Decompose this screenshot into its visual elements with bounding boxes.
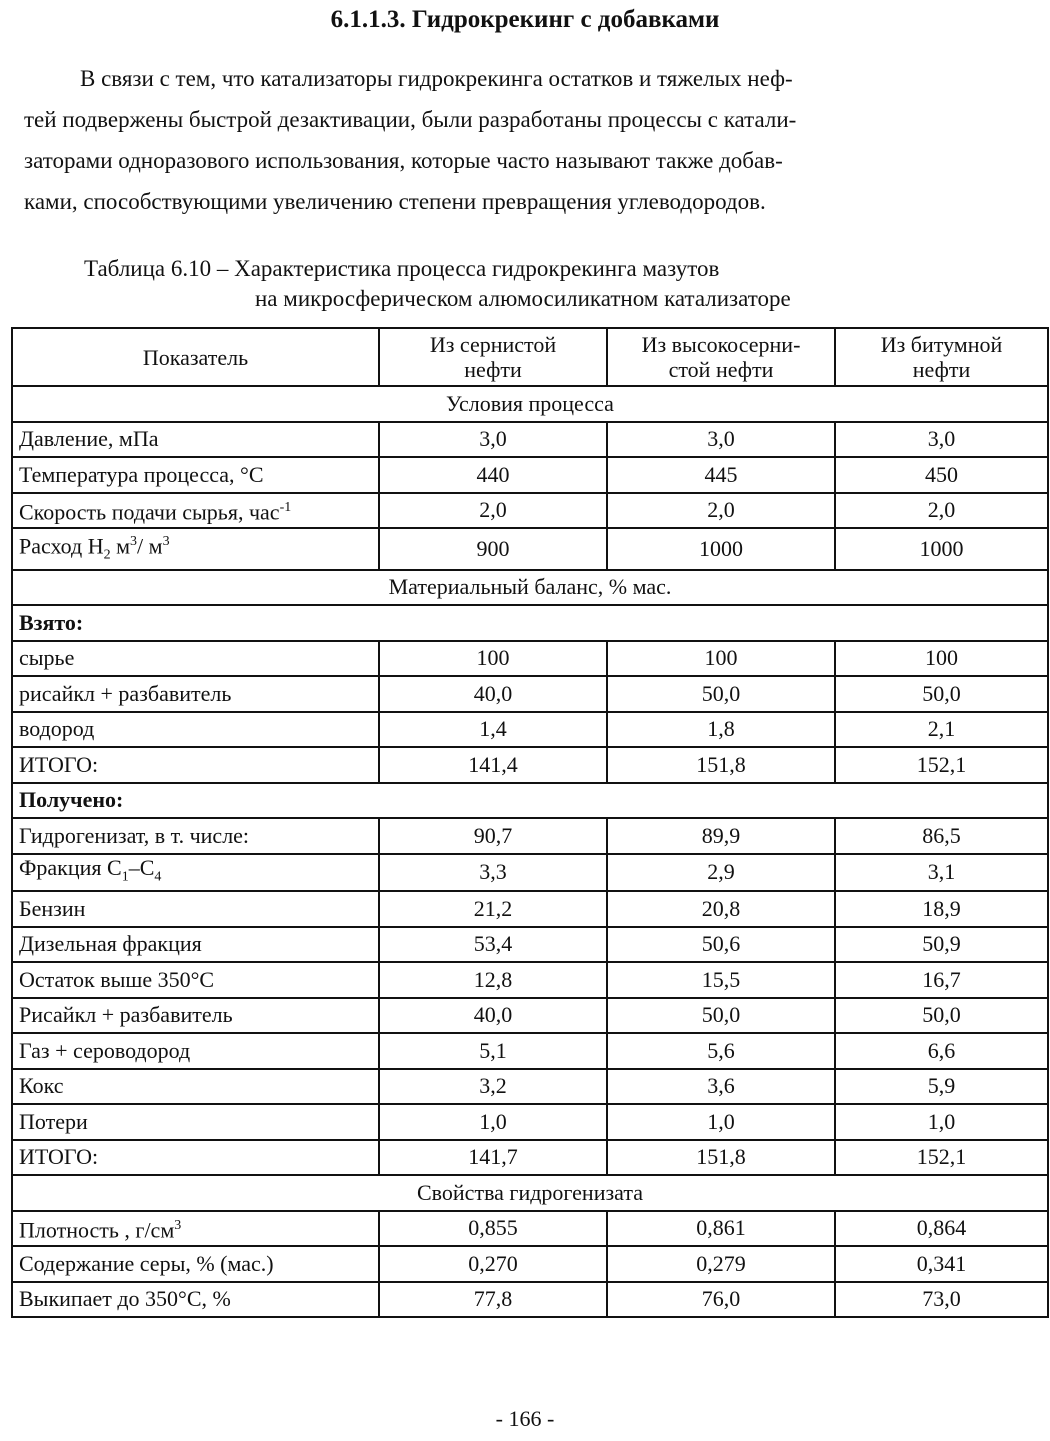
section-properties: Свойства гидрогенизата bbox=[12, 1175, 1048, 1211]
row-label: Остаток выше 350°С bbox=[12, 962, 379, 998]
cell-value: 141,7 bbox=[379, 1140, 607, 1176]
row-label-text: Расход Н bbox=[19, 533, 104, 559]
row-label-text: –С bbox=[128, 854, 155, 880]
section-balance: Материальный баланс, % мас. bbox=[12, 570, 1048, 606]
superscript: 3 bbox=[174, 1218, 182, 1234]
row-label: ИТОГО: bbox=[12, 1140, 379, 1176]
cell-value: 1,0 bbox=[379, 1104, 607, 1140]
subsection-row bbox=[12, 783, 1048, 819]
section-row bbox=[12, 570, 1048, 606]
subsection-row bbox=[12, 605, 1048, 641]
table-row bbox=[12, 1033, 1048, 1069]
table-header-row bbox=[12, 328, 1048, 386]
row-label bbox=[12, 1211, 379, 1247]
cell-value: 2,0 bbox=[379, 493, 607, 529]
cell-value: 2,9 bbox=[607, 854, 835, 891]
cell-value: 18,9 bbox=[835, 891, 1048, 927]
row-label: ИТОГО: bbox=[12, 747, 379, 783]
section-row bbox=[12, 1175, 1048, 1211]
table-row bbox=[12, 1211, 1048, 1247]
header-col2-line2: стой нефти bbox=[668, 357, 774, 382]
cell-value: 53,4 bbox=[379, 927, 607, 963]
row-label: Дизельная фракция bbox=[12, 927, 379, 963]
cell-value: 76,0 bbox=[607, 1282, 835, 1318]
cell-value: 152,1 bbox=[835, 1140, 1048, 1176]
row-label: Выкипает до 350°С, % bbox=[12, 1282, 379, 1318]
cell-value: 12,8 bbox=[379, 962, 607, 998]
table-row bbox=[12, 457, 1048, 493]
cell-value: 3,1 bbox=[835, 854, 1048, 891]
cell-value: 6,6 bbox=[835, 1033, 1048, 1069]
cell-value: 2,1 bbox=[835, 712, 1048, 748]
cell-value: 90,7 bbox=[379, 818, 607, 854]
table-row bbox=[12, 1282, 1048, 1318]
cell-value: 86,5 bbox=[835, 818, 1048, 854]
row-label: Потери bbox=[12, 1104, 379, 1140]
cell-value: 40,0 bbox=[379, 998, 607, 1034]
table-row bbox=[12, 1104, 1048, 1140]
subscript: 4 bbox=[154, 869, 162, 885]
subscript: 1 bbox=[121, 869, 129, 885]
cell-value: 89,9 bbox=[607, 818, 835, 854]
cell-value: 50,0 bbox=[607, 676, 835, 712]
row-label bbox=[12, 854, 379, 891]
table-row bbox=[12, 854, 1048, 891]
cell-value: 151,8 bbox=[607, 747, 835, 783]
table-row bbox=[12, 422, 1048, 458]
header-indicator: Показатель bbox=[12, 328, 379, 386]
cell-value: 3,6 bbox=[607, 1069, 835, 1105]
cell-value: 73,0 bbox=[835, 1282, 1048, 1318]
row-label-text: Плотность , г/см bbox=[19, 1217, 175, 1243]
cell-value: 2,0 bbox=[835, 493, 1048, 529]
superscript: -1 bbox=[279, 500, 292, 516]
cell-value: 3,2 bbox=[379, 1069, 607, 1105]
cell-value: 0,855 bbox=[379, 1211, 607, 1247]
section-heading: 6.1.1.3. Гидрокрекинг с добавками bbox=[330, 6, 720, 33]
process-table bbox=[11, 327, 1049, 1318]
cell-value: 0,341 bbox=[835, 1246, 1048, 1282]
superscript: 3 bbox=[162, 534, 170, 549]
header-high-sulfur-oil bbox=[607, 328, 835, 386]
row-label: Рисайкл + разбавитель bbox=[12, 998, 379, 1034]
table-row bbox=[12, 818, 1048, 854]
row-label-text: м bbox=[110, 533, 131, 559]
paragraph-line: заторами одноразового использования, которые часто называют также добав- bbox=[24, 148, 783, 173]
cell-value: 1000 bbox=[607, 528, 835, 570]
cell-value: 100 bbox=[379, 641, 607, 677]
table-row bbox=[12, 962, 1048, 998]
body-paragraph bbox=[24, 58, 984, 222]
cell-value: 50,6 bbox=[607, 927, 835, 963]
row-label: Температура процесса, °С bbox=[12, 457, 379, 493]
cell-value: 450 bbox=[835, 457, 1048, 493]
section-row bbox=[12, 386, 1048, 422]
cell-value: 20,8 bbox=[607, 891, 835, 927]
cell-value: 21,2 bbox=[379, 891, 607, 927]
caption-line-2: на микросферическом алюмосиликатном катализаторе bbox=[255, 286, 791, 311]
header-col2-line1: Из высокосерни- bbox=[641, 332, 801, 357]
cell-value: 1,4 bbox=[379, 712, 607, 748]
row-label: рисайкл + разбавитель bbox=[12, 676, 379, 712]
table-row bbox=[12, 493, 1048, 529]
section-received: Получено: bbox=[12, 783, 1048, 819]
cell-value: 151,8 bbox=[607, 1140, 835, 1176]
cell-value: 141,4 bbox=[379, 747, 607, 783]
table-row bbox=[12, 712, 1048, 748]
page-number: - 166 - bbox=[495, 1406, 555, 1431]
cell-value: 5,1 bbox=[379, 1033, 607, 1069]
table-row bbox=[12, 528, 1048, 570]
cell-value: 3,0 bbox=[835, 422, 1048, 458]
cell-value: 77,8 bbox=[379, 1282, 607, 1318]
row-label: Гидрогенизат, в т. числе: bbox=[12, 818, 379, 854]
paragraph-line: В связи с тем, что катализаторы гидрокрекинга остатков и тяжелых неф- bbox=[80, 66, 793, 91]
subscript: 2 bbox=[103, 547, 111, 563]
row-label: Содержание серы, % (мас.) bbox=[12, 1246, 379, 1282]
cell-value: 152,1 bbox=[835, 747, 1048, 783]
cell-value: 16,7 bbox=[835, 962, 1048, 998]
cell-value: 1,0 bbox=[607, 1104, 835, 1140]
cell-value: 5,9 bbox=[835, 1069, 1048, 1105]
cell-value: 100 bbox=[607, 641, 835, 677]
cell-value: 900 bbox=[379, 528, 607, 570]
cell-value: 440 bbox=[379, 457, 607, 493]
header-bitumen-oil: Из битумной нефти bbox=[835, 328, 1048, 386]
row-label: водород bbox=[12, 712, 379, 748]
cell-value: 0,279 bbox=[607, 1246, 835, 1282]
cell-value: 40,0 bbox=[379, 676, 607, 712]
table-row bbox=[12, 927, 1048, 963]
table-row bbox=[12, 998, 1048, 1034]
row-label: Газ + сероводород bbox=[12, 1033, 379, 1069]
cell-value: 1,0 bbox=[835, 1104, 1048, 1140]
row-label: сырье bbox=[12, 641, 379, 677]
table-row bbox=[12, 747, 1048, 783]
table-row bbox=[12, 641, 1048, 677]
row-label: Кокс bbox=[12, 1069, 379, 1105]
header-sour-oil: Из сернистой нефти bbox=[379, 328, 607, 386]
row-label-text: / м bbox=[137, 533, 163, 559]
cell-value: 0,864 bbox=[835, 1211, 1048, 1247]
cell-value: 50,0 bbox=[835, 998, 1048, 1034]
cell-value: 3,0 bbox=[379, 422, 607, 458]
cell-value: 1,8 bbox=[607, 712, 835, 748]
table-row bbox=[12, 891, 1048, 927]
cell-value: 445 bbox=[607, 457, 835, 493]
paragraph-line: ками, способствующими увеличению степени превращения углеводородов. bbox=[24, 189, 766, 214]
table-row bbox=[12, 1069, 1048, 1105]
row-label bbox=[12, 528, 379, 570]
cell-value: 50,0 bbox=[835, 676, 1048, 712]
cell-value: 2,0 bbox=[607, 493, 835, 529]
cell-value: 15,5 bbox=[607, 962, 835, 998]
table-row bbox=[12, 1246, 1048, 1282]
row-label bbox=[12, 493, 379, 529]
cell-value: 1000 bbox=[835, 528, 1048, 570]
cell-value: 5,6 bbox=[607, 1033, 835, 1069]
superscript: 3 bbox=[130, 534, 138, 549]
cell-value: 50,9 bbox=[835, 927, 1048, 963]
cell-value: 3,0 bbox=[607, 422, 835, 458]
paragraph-line: тей подвержены быстрой дезактивации, были разработаны процессы с катали- bbox=[24, 107, 797, 132]
row-label-text: Фракция С bbox=[19, 854, 122, 880]
cell-value: 100 bbox=[835, 641, 1048, 677]
table-row bbox=[12, 676, 1048, 712]
section-taken: Взято: bbox=[12, 605, 1048, 641]
table-row bbox=[12, 1140, 1048, 1176]
row-label: Бензин bbox=[12, 891, 379, 927]
section-conditions: Условия процесса bbox=[12, 386, 1048, 422]
cell-value: 0,270 bbox=[379, 1246, 607, 1282]
caption-line-1: Таблица 6.10 – Характеристика процесса гидрокрекинга мазутов bbox=[84, 256, 720, 281]
cell-value: 3,3 bbox=[379, 854, 607, 891]
row-label-text: Скорость подачи сырья, час bbox=[19, 499, 280, 525]
cell-value: 0,861 bbox=[607, 1211, 835, 1247]
row-label: Давление, мПа bbox=[12, 422, 379, 458]
cell-value: 50,0 bbox=[607, 998, 835, 1034]
